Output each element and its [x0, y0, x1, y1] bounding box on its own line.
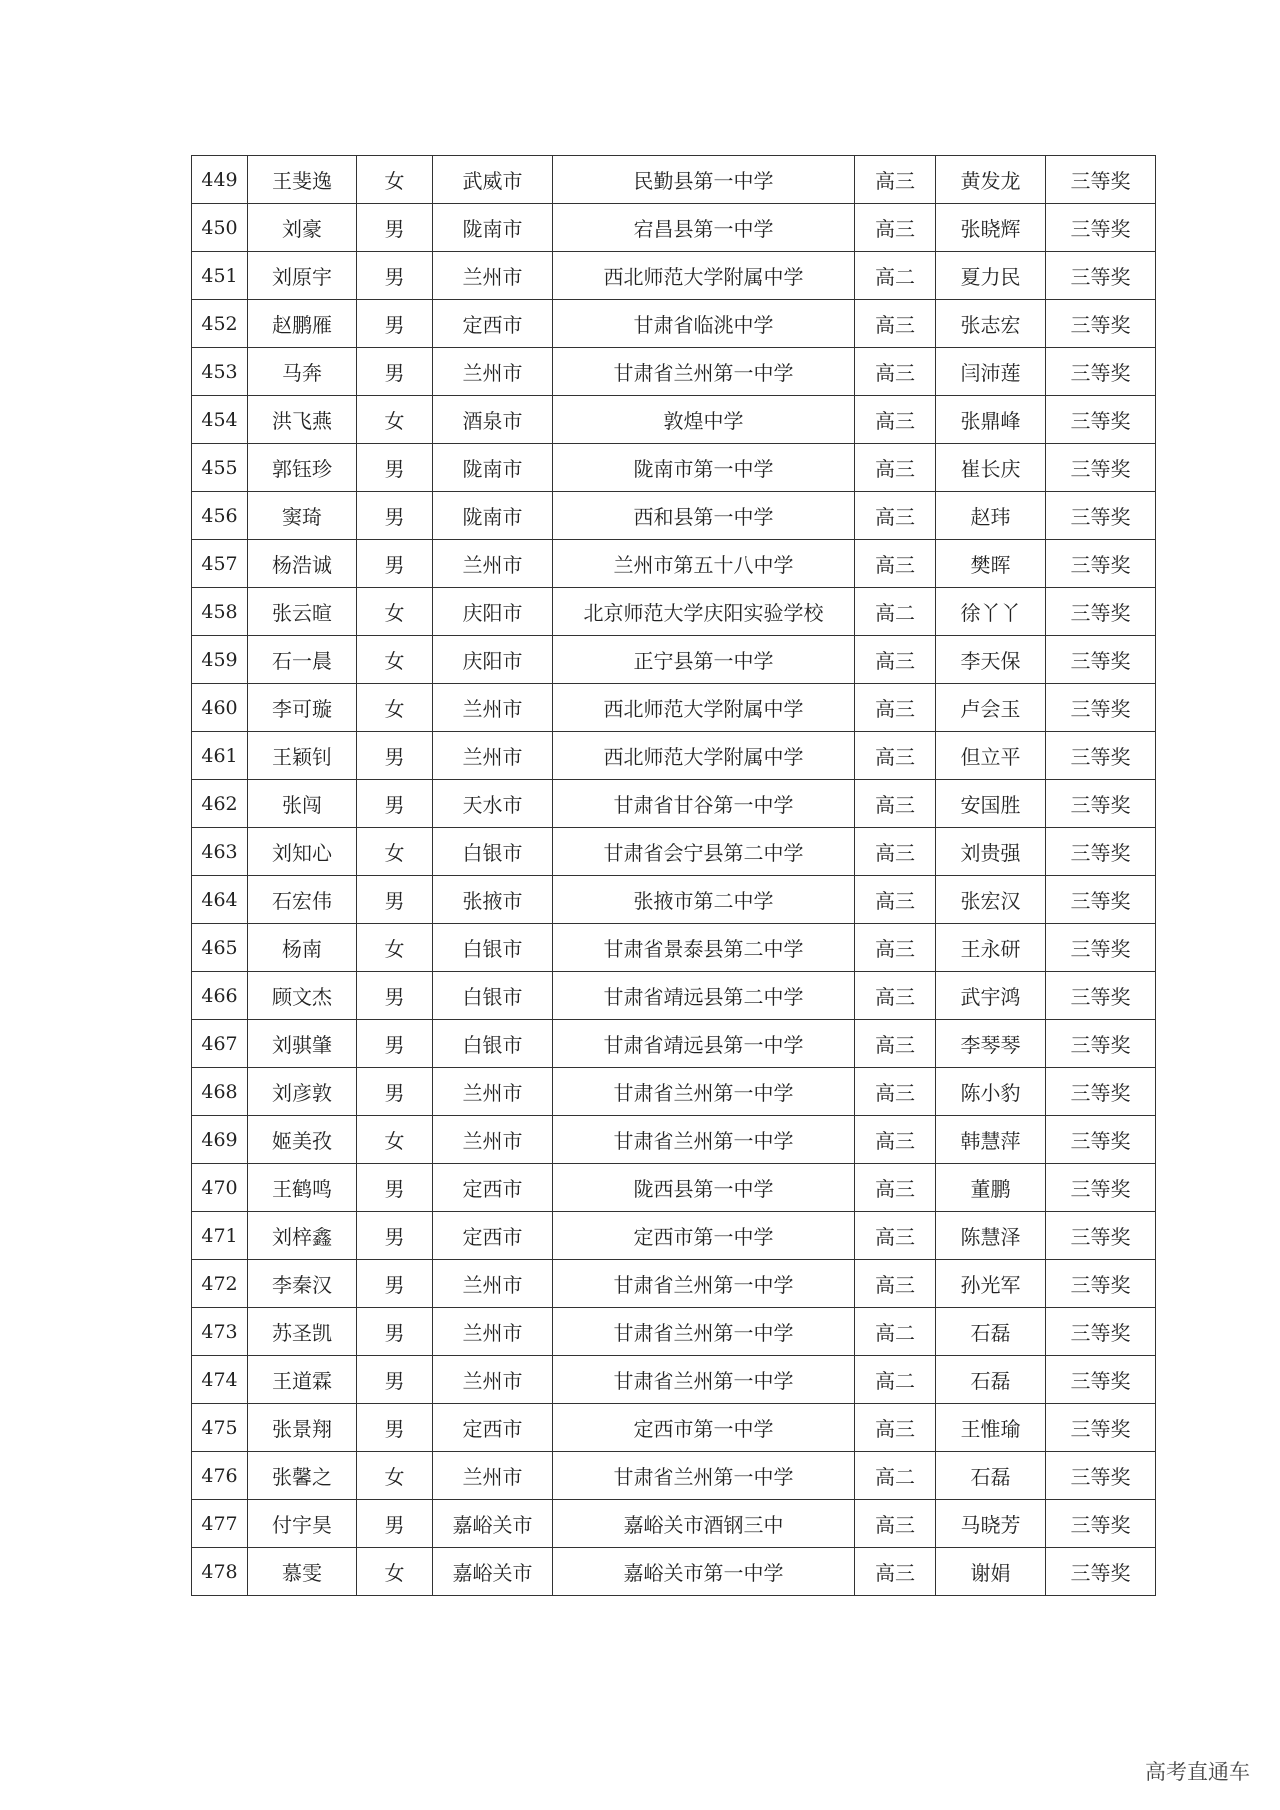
cell-city: 兰州市 — [433, 1260, 553, 1308]
table-row — [192, 1020, 1156, 1068]
cell-city: 陇南市 — [433, 492, 553, 540]
cell-number: 477 — [192, 1500, 248, 1548]
cell-student-name: 张景翔 — [248, 1404, 357, 1452]
cell-teacher: 董鹏 — [936, 1164, 1046, 1212]
cell-city: 兰州市 — [433, 1308, 553, 1356]
cell-grade: 高三 — [855, 780, 936, 828]
cell-award: 三等奖 — [1046, 1212, 1156, 1260]
cell-grade: 高三 — [855, 828, 936, 876]
cell-school: 甘肃省临洮中学 — [553, 300, 855, 348]
cell-school: 甘肃省兰州第一中学 — [553, 1116, 855, 1164]
cell-gender: 男 — [357, 972, 433, 1020]
cell-grade: 高三 — [855, 444, 936, 492]
cell-school: 嘉峪关市第一中学 — [553, 1548, 855, 1596]
cell-city: 兰州市 — [433, 1452, 553, 1500]
cell-city: 陇南市 — [433, 444, 553, 492]
cell-teacher: 张志宏 — [936, 300, 1046, 348]
cell-city: 定西市 — [433, 1212, 553, 1260]
cell-number: 451 — [192, 252, 248, 300]
cell-student-name: 姬美孜 — [248, 1116, 357, 1164]
cell-teacher: 徐丫丫 — [936, 588, 1046, 636]
cell-award: 三等奖 — [1046, 1404, 1156, 1452]
cell-teacher: 但立平 — [936, 732, 1046, 780]
cell-number: 461 — [192, 732, 248, 780]
cell-city: 庆阳市 — [433, 588, 553, 636]
cell-number: 465 — [192, 924, 248, 972]
cell-grade: 高三 — [855, 636, 936, 684]
cell-grade: 高二 — [855, 1308, 936, 1356]
cell-award: 三等奖 — [1046, 156, 1156, 204]
cell-student-name: 刘彦敦 — [248, 1068, 357, 1116]
cell-number: 455 — [192, 444, 248, 492]
cell-teacher: 赵玮 — [936, 492, 1046, 540]
cell-student-name: 李可璇 — [248, 684, 357, 732]
cell-school: 甘肃省会宁县第二中学 — [553, 828, 855, 876]
cell-number: 459 — [192, 636, 248, 684]
cell-grade: 高三 — [855, 1020, 936, 1068]
cell-teacher: 韩慧萍 — [936, 1116, 1046, 1164]
cell-gender: 女 — [357, 828, 433, 876]
cell-award: 三等奖 — [1046, 684, 1156, 732]
cell-award: 三等奖 — [1046, 1068, 1156, 1116]
table-row — [192, 972, 1156, 1020]
cell-school: 甘肃省兰州第一中学 — [553, 1452, 855, 1500]
cell-student-name: 付宇昊 — [248, 1500, 357, 1548]
award-list-table — [191, 155, 1156, 1596]
cell-number: 452 — [192, 300, 248, 348]
cell-school: 定西市第一中学 — [553, 1404, 855, 1452]
cell-gender: 男 — [357, 876, 433, 924]
cell-teacher: 樊晖 — [936, 540, 1046, 588]
cell-city: 白银市 — [433, 924, 553, 972]
cell-award: 三等奖 — [1046, 396, 1156, 444]
cell-student-name: 张云暄 — [248, 588, 357, 636]
cell-city: 酒泉市 — [433, 396, 553, 444]
table-row — [192, 1548, 1156, 1596]
cell-gender: 女 — [357, 396, 433, 444]
cell-gender: 女 — [357, 1548, 433, 1596]
cell-student-name: 石宏伟 — [248, 876, 357, 924]
cell-number: 475 — [192, 1404, 248, 1452]
cell-number: 473 — [192, 1308, 248, 1356]
cell-school: 民勤县第一中学 — [553, 156, 855, 204]
cell-teacher: 卢会玉 — [936, 684, 1046, 732]
cell-teacher: 夏力民 — [936, 252, 1046, 300]
cell-grade: 高三 — [855, 300, 936, 348]
cell-gender: 男 — [357, 1260, 433, 1308]
cell-teacher: 黄发龙 — [936, 156, 1046, 204]
cell-teacher: 李天保 — [936, 636, 1046, 684]
cell-city: 兰州市 — [433, 252, 553, 300]
table-row — [192, 348, 1156, 396]
cell-student-name: 王道霖 — [248, 1356, 357, 1404]
cell-gender: 男 — [357, 492, 433, 540]
cell-award: 三等奖 — [1046, 636, 1156, 684]
cell-student-name: 苏圣凯 — [248, 1308, 357, 1356]
cell-number: 460 — [192, 684, 248, 732]
cell-grade: 高三 — [855, 1404, 936, 1452]
cell-grade: 高二 — [855, 252, 936, 300]
table-row — [192, 876, 1156, 924]
cell-teacher: 张鼎峰 — [936, 396, 1046, 444]
cell-city: 嘉峪关市 — [433, 1500, 553, 1548]
cell-city: 兰州市 — [433, 348, 553, 396]
watermark-text: 高考直通车 — [1145, 1760, 1250, 1784]
cell-school: 敦煌中学 — [553, 396, 855, 444]
cell-student-name: 慕雯 — [248, 1548, 357, 1596]
cell-teacher: 陈小豹 — [936, 1068, 1046, 1116]
cell-teacher: 马晓芳 — [936, 1500, 1046, 1548]
table-row — [192, 1500, 1156, 1548]
cell-grade: 高三 — [855, 876, 936, 924]
cell-award: 三等奖 — [1046, 876, 1156, 924]
cell-award: 三等奖 — [1046, 252, 1156, 300]
cell-grade: 高三 — [855, 684, 936, 732]
cell-student-name: 杨南 — [248, 924, 357, 972]
cell-number: 463 — [192, 828, 248, 876]
cell-gender: 男 — [357, 348, 433, 396]
cell-award: 三等奖 — [1046, 1116, 1156, 1164]
cell-award: 三等奖 — [1046, 732, 1156, 780]
cell-student-name: 王斐逸 — [248, 156, 357, 204]
cell-number: 449 — [192, 156, 248, 204]
cell-teacher: 石磊 — [936, 1356, 1046, 1404]
cell-award: 三等奖 — [1046, 300, 1156, 348]
cell-number: 457 — [192, 540, 248, 588]
table-row — [192, 492, 1156, 540]
cell-number: 468 — [192, 1068, 248, 1116]
cell-number: 470 — [192, 1164, 248, 1212]
cell-student-name: 杨浩诚 — [248, 540, 357, 588]
cell-number: 478 — [192, 1548, 248, 1596]
cell-teacher: 刘贵强 — [936, 828, 1046, 876]
cell-student-name: 石一晨 — [248, 636, 357, 684]
cell-gender: 男 — [357, 1500, 433, 1548]
cell-teacher: 崔长庆 — [936, 444, 1046, 492]
cell-gender: 男 — [357, 1164, 433, 1212]
cell-student-name: 张闯 — [248, 780, 357, 828]
cell-student-name: 张馨之 — [248, 1452, 357, 1500]
table-row — [192, 1164, 1156, 1212]
cell-school: 张掖市第二中学 — [553, 876, 855, 924]
cell-award: 三等奖 — [1046, 972, 1156, 1020]
cell-grade: 高二 — [855, 1356, 936, 1404]
cell-teacher: 谢娟 — [936, 1548, 1046, 1596]
cell-city: 定西市 — [433, 1404, 553, 1452]
cell-number: 471 — [192, 1212, 248, 1260]
cell-number: 467 — [192, 1020, 248, 1068]
cell-city: 定西市 — [433, 1164, 553, 1212]
cell-school: 甘肃省甘谷第一中学 — [553, 780, 855, 828]
cell-gender: 男 — [357, 204, 433, 252]
cell-gender: 男 — [357, 1404, 433, 1452]
cell-teacher: 李琴琴 — [936, 1020, 1046, 1068]
cell-number: 453 — [192, 348, 248, 396]
cell-grade: 高二 — [855, 588, 936, 636]
cell-grade: 高三 — [855, 1164, 936, 1212]
cell-number: 464 — [192, 876, 248, 924]
cell-teacher: 陈慧泽 — [936, 1212, 1046, 1260]
cell-grade: 高二 — [855, 1452, 936, 1500]
cell-number: 454 — [192, 396, 248, 444]
cell-teacher: 石磊 — [936, 1452, 1046, 1500]
cell-student-name: 刘梓鑫 — [248, 1212, 357, 1260]
cell-award: 三等奖 — [1046, 444, 1156, 492]
cell-city: 兰州市 — [433, 1356, 553, 1404]
cell-city: 武威市 — [433, 156, 553, 204]
cell-school: 甘肃省景泰县第二中学 — [553, 924, 855, 972]
cell-gender: 男 — [357, 300, 433, 348]
cell-teacher: 孙光军 — [936, 1260, 1046, 1308]
cell-school: 西北师范大学附属中学 — [553, 684, 855, 732]
cell-teacher: 武宇鸿 — [936, 972, 1046, 1020]
cell-city: 兰州市 — [433, 540, 553, 588]
cell-gender: 男 — [357, 1356, 433, 1404]
cell-student-name: 赵鹏雁 — [248, 300, 357, 348]
cell-number: 466 — [192, 972, 248, 1020]
cell-award: 三等奖 — [1046, 348, 1156, 396]
cell-gender: 女 — [357, 1116, 433, 1164]
cell-city: 白银市 — [433, 828, 553, 876]
cell-grade: 高三 — [855, 1116, 936, 1164]
cell-award: 三等奖 — [1046, 780, 1156, 828]
cell-number: 474 — [192, 1356, 248, 1404]
cell-gender: 男 — [357, 732, 433, 780]
cell-city: 兰州市 — [433, 684, 553, 732]
cell-grade: 高三 — [855, 1260, 936, 1308]
cell-number: 456 — [192, 492, 248, 540]
cell-city: 庆阳市 — [433, 636, 553, 684]
table-row — [192, 636, 1156, 684]
cell-teacher: 石磊 — [936, 1308, 1046, 1356]
cell-city: 陇南市 — [433, 204, 553, 252]
table-row — [192, 684, 1156, 732]
cell-city: 兰州市 — [433, 1116, 553, 1164]
table-row — [192, 588, 1156, 636]
cell-grade: 高三 — [855, 972, 936, 1020]
cell-city: 兰州市 — [433, 732, 553, 780]
cell-city: 白银市 — [433, 1020, 553, 1068]
table-row — [192, 1452, 1156, 1500]
cell-school: 嘉峪关市酒钢三中 — [553, 1500, 855, 1548]
cell-award: 三等奖 — [1046, 1260, 1156, 1308]
table-row — [192, 300, 1156, 348]
cell-award: 三等奖 — [1046, 1548, 1156, 1596]
cell-grade: 高三 — [855, 1212, 936, 1260]
table-row — [192, 204, 1156, 252]
table-row — [192, 732, 1156, 780]
table-row — [192, 924, 1156, 972]
cell-city: 白银市 — [433, 972, 553, 1020]
cell-grade: 高三 — [855, 348, 936, 396]
cell-gender: 女 — [357, 588, 433, 636]
cell-school: 西北师范大学附属中学 — [553, 732, 855, 780]
cell-teacher: 王永研 — [936, 924, 1046, 972]
cell-student-name: 王鹤鸣 — [248, 1164, 357, 1212]
cell-gender: 女 — [357, 156, 433, 204]
cell-teacher: 闫沛莲 — [936, 348, 1046, 396]
cell-grade: 高三 — [855, 924, 936, 972]
table-row — [192, 828, 1156, 876]
cell-school: 陇南市第一中学 — [553, 444, 855, 492]
cell-grade: 高三 — [855, 204, 936, 252]
cell-number: 450 — [192, 204, 248, 252]
cell-school: 正宁县第一中学 — [553, 636, 855, 684]
cell-gender: 男 — [357, 1212, 433, 1260]
cell-school: 甘肃省兰州第一中学 — [553, 1356, 855, 1404]
table-row — [192, 1212, 1156, 1260]
cell-city: 嘉峪关市 — [433, 1548, 553, 1596]
cell-gender: 男 — [357, 1308, 433, 1356]
cell-gender: 男 — [357, 1068, 433, 1116]
cell-grade: 高三 — [855, 492, 936, 540]
cell-grade: 高三 — [855, 732, 936, 780]
cell-number: 469 — [192, 1116, 248, 1164]
cell-school: 兰州市第五十八中学 — [553, 540, 855, 588]
cell-student-name: 刘知心 — [248, 828, 357, 876]
cell-gender: 女 — [357, 1452, 433, 1500]
table-row — [192, 1260, 1156, 1308]
table-row — [192, 1308, 1156, 1356]
cell-school: 西和县第一中学 — [553, 492, 855, 540]
cell-award: 三等奖 — [1046, 1500, 1156, 1548]
cell-grade: 高三 — [855, 1068, 936, 1116]
table-row — [192, 1068, 1156, 1116]
table-row — [192, 156, 1156, 204]
table-row — [192, 444, 1156, 492]
cell-school: 甘肃省兰州第一中学 — [553, 1260, 855, 1308]
cell-award: 三等奖 — [1046, 1356, 1156, 1404]
cell-gender: 男 — [357, 1020, 433, 1068]
cell-teacher: 张晓辉 — [936, 204, 1046, 252]
cell-student-name: 郭钰珍 — [248, 444, 357, 492]
table-row — [192, 780, 1156, 828]
cell-award: 三等奖 — [1046, 1020, 1156, 1068]
cell-number: 476 — [192, 1452, 248, 1500]
cell-number: 472 — [192, 1260, 248, 1308]
cell-award: 三等奖 — [1046, 492, 1156, 540]
cell-award: 三等奖 — [1046, 1308, 1156, 1356]
cell-gender: 男 — [357, 780, 433, 828]
cell-award: 三等奖 — [1046, 924, 1156, 972]
cell-school: 北京师范大学庆阳实验学校 — [553, 588, 855, 636]
cell-student-name: 刘原宇 — [248, 252, 357, 300]
cell-school: 甘肃省兰州第一中学 — [553, 1068, 855, 1116]
cell-award: 三等奖 — [1046, 540, 1156, 588]
cell-school: 宕昌县第一中学 — [553, 204, 855, 252]
cell-student-name: 刘豪 — [248, 204, 357, 252]
cell-school: 甘肃省靖远县第二中学 — [553, 972, 855, 1020]
cell-teacher: 王惟瑜 — [936, 1404, 1046, 1452]
table-row — [192, 1356, 1156, 1404]
cell-city: 张掖市 — [433, 876, 553, 924]
cell-student-name: 王颖钊 — [248, 732, 357, 780]
cell-gender: 男 — [357, 540, 433, 588]
cell-gender: 男 — [357, 252, 433, 300]
cell-gender: 男 — [357, 444, 433, 492]
cell-school: 西北师范大学附属中学 — [553, 252, 855, 300]
cell-award: 三等奖 — [1046, 1164, 1156, 1212]
cell-student-name: 马奔 — [248, 348, 357, 396]
cell-gender: 女 — [357, 684, 433, 732]
cell-student-name: 洪飞燕 — [248, 396, 357, 444]
cell-grade: 高三 — [855, 1500, 936, 1548]
cell-teacher: 安国胜 — [936, 780, 1046, 828]
cell-gender: 女 — [357, 636, 433, 684]
table-row — [192, 540, 1156, 588]
cell-school: 甘肃省兰州第一中学 — [553, 348, 855, 396]
table-row — [192, 1404, 1156, 1452]
cell-student-name: 顾文杰 — [248, 972, 357, 1020]
cell-city: 天水市 — [433, 780, 553, 828]
cell-city: 兰州市 — [433, 1068, 553, 1116]
cell-number: 462 — [192, 780, 248, 828]
cell-city: 定西市 — [433, 300, 553, 348]
cell-number: 458 — [192, 588, 248, 636]
award-table-body — [192, 156, 1156, 1596]
cell-grade: 高三 — [855, 396, 936, 444]
cell-school: 定西市第一中学 — [553, 1212, 855, 1260]
cell-teacher: 张宏汉 — [936, 876, 1046, 924]
cell-award: 三等奖 — [1046, 828, 1156, 876]
cell-school: 甘肃省靖远县第一中学 — [553, 1020, 855, 1068]
cell-grade: 高三 — [855, 156, 936, 204]
cell-student-name: 窦琦 — [248, 492, 357, 540]
cell-student-name: 刘骐肇 — [248, 1020, 357, 1068]
cell-school: 甘肃省兰州第一中学 — [553, 1308, 855, 1356]
cell-award: 三等奖 — [1046, 588, 1156, 636]
cell-school: 陇西县第一中学 — [553, 1164, 855, 1212]
cell-gender: 女 — [357, 924, 433, 972]
cell-award: 三等奖 — [1046, 1452, 1156, 1500]
cell-award: 三等奖 — [1046, 204, 1156, 252]
cell-grade: 高三 — [855, 1548, 936, 1596]
cell-grade: 高三 — [855, 540, 936, 588]
table-row — [192, 396, 1156, 444]
cell-student-name: 李秦汉 — [248, 1260, 357, 1308]
table-row — [192, 252, 1156, 300]
table-row — [192, 1116, 1156, 1164]
